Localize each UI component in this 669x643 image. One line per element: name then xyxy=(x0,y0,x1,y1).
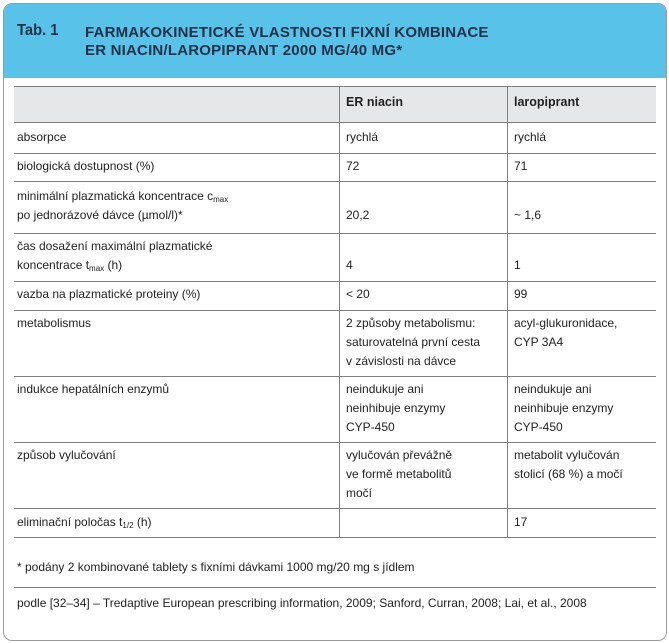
row-rule xyxy=(14,153,656,154)
row-rule xyxy=(14,310,656,311)
table-header xyxy=(4,4,666,78)
row-rule xyxy=(14,376,656,377)
row-laropiprant-value: metabolit vylučován xyxy=(514,448,620,462)
row-niacin-value: vylučován převážně xyxy=(346,448,453,462)
row-laropiprant-value: CYP 3A4 xyxy=(514,335,564,349)
row-niacin-value: v závislosti na dávce xyxy=(346,354,457,368)
row-laropiprant-value: 71 xyxy=(514,159,528,173)
table-label: Tab. 1 xyxy=(17,22,59,39)
row-niacin-value: < 20 xyxy=(346,287,370,301)
row-laropiprant-value: neinhibuje enzymy xyxy=(514,401,614,415)
row-niacin-value: ve formě metabolitů xyxy=(346,467,452,481)
row-param: eliminační poločas $t_{1/2}$ (h) xyxy=(17,515,152,530)
table-frame xyxy=(3,3,667,641)
row-niacin-value: 72 xyxy=(346,159,360,173)
row-niacin-value: rychlá xyxy=(346,130,379,144)
row-niacin-value: CYP-450 xyxy=(346,420,395,434)
table-footnote: * podány 2 kombinované tablety s fixními dávkami 1000 mg/20 mg s jídlem xyxy=(17,560,415,574)
row-param: metabolismus xyxy=(17,316,92,330)
column-header-niacin: ER niacin xyxy=(346,95,403,109)
row-laropiprant-value: acyl-glukuronidace, xyxy=(514,316,618,330)
row-laropiprant-value: stolicí (68 %) a močí xyxy=(514,467,623,481)
row-niacin-value: 20,2 xyxy=(346,208,370,222)
row-laropiprant-value: neindukuje ani xyxy=(514,382,592,396)
row-niacin-value: 2 způsoby metabolismu: xyxy=(346,316,476,330)
row-laropiprant-value: 17 xyxy=(514,515,528,529)
row-rule xyxy=(14,281,656,282)
row-laropiprant-value: 1 xyxy=(514,258,521,272)
table-title-line-1: FARMAKOKINETICKÉ VLASTNOSTI FIXNÍ KOMBINACE xyxy=(85,24,489,41)
row-param: biologická dostupnost (%) xyxy=(17,159,155,173)
row-param: minimální plazmatická koncentrace $c_{max}$ xyxy=(17,189,229,204)
row-laropiprant-value: rychlá xyxy=(514,130,547,144)
row-niacin-value: neinhibuje enzymy xyxy=(346,401,446,415)
row-rule xyxy=(14,86,656,87)
row-niacin-value: neindukuje ani xyxy=(346,382,424,396)
row-laropiprant-value: CYP-450 xyxy=(514,420,563,434)
table-source: podle [32–34] – Tredaptive European prescribing information, 2009; Sanford, Curran, 2008; Lai, et al., 2008 xyxy=(17,596,587,610)
row-niacin-value: saturovatelná první cesta xyxy=(346,335,481,349)
subscript-half: 1/2 xyxy=(122,521,134,530)
column-header-laropiprant: laropiprant xyxy=(514,95,580,109)
row-rule xyxy=(14,233,656,234)
row-param-line-2: koncentrace $t_{max}$ (h) xyxy=(17,258,123,273)
row-rule xyxy=(14,442,656,443)
subscript-max: max xyxy=(89,264,105,273)
column-rule xyxy=(339,86,340,537)
row-rule xyxy=(14,122,656,123)
row-param: indukce hepatálních enzymů xyxy=(17,382,170,396)
column-rule xyxy=(507,86,508,537)
row-param: čas dosažení maximální plazmatické xyxy=(17,239,213,253)
row-rule xyxy=(14,508,656,509)
row-param-line-2: po jednorázové dávce (µmol/l)* xyxy=(17,208,183,222)
subscript-max: max xyxy=(213,195,229,204)
row-param: způsob vylučování xyxy=(17,448,116,462)
row-niacin-value: močí xyxy=(346,486,373,500)
row-param: vazba na plazmatické proteiny (%) xyxy=(17,287,201,301)
row-rule xyxy=(14,181,656,182)
row-laropiprant-value: 99 xyxy=(514,287,528,301)
row-rule xyxy=(14,587,656,588)
table-title-line-2: ER NIACIN/LAROPIPRANT 2000 MG/40 MG* xyxy=(85,42,403,59)
row-laropiprant-value: ~ 1,6 xyxy=(514,208,542,222)
row-param: absorpce xyxy=(17,130,67,144)
row-niacin-value: 4 xyxy=(346,258,353,272)
row-rule xyxy=(14,537,656,538)
